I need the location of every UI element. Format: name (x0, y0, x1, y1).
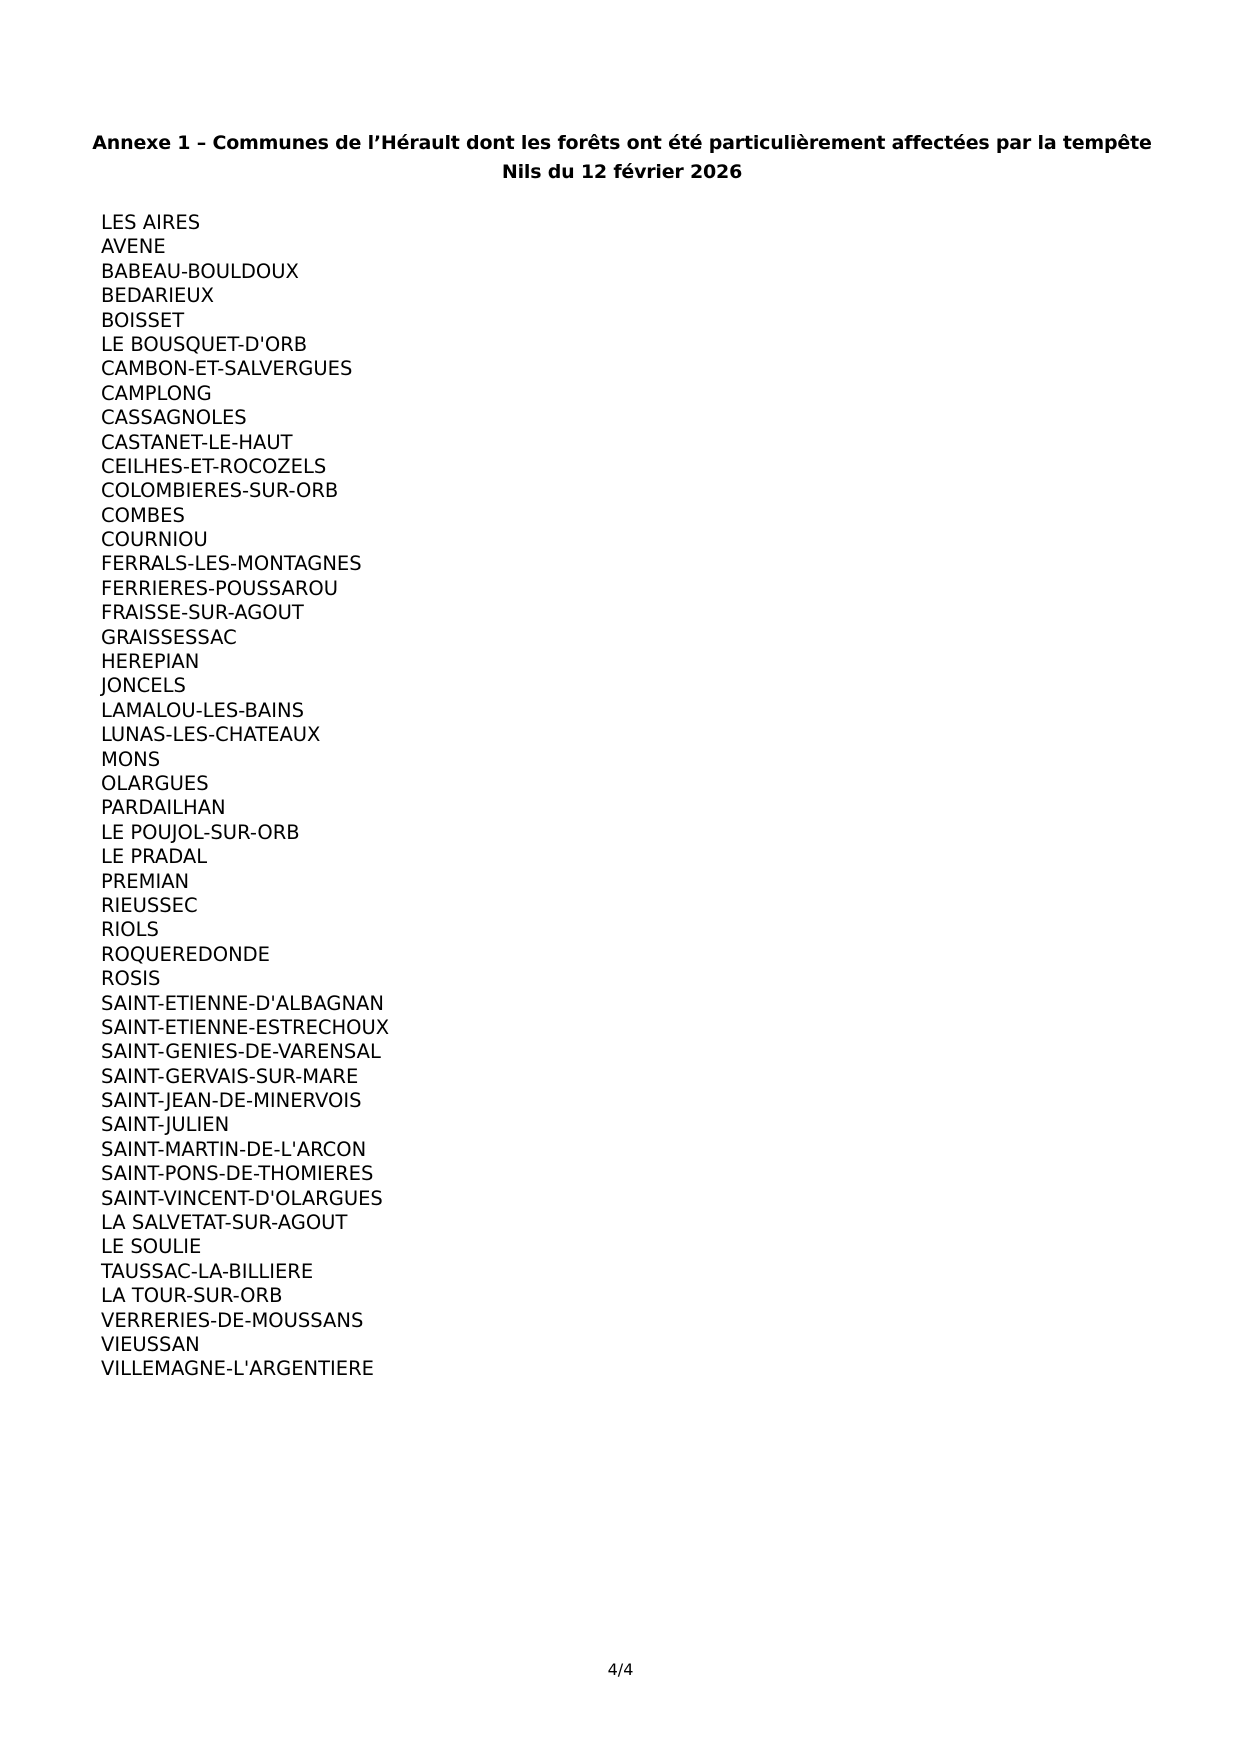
annex-title-line-1: Annexe 1 – Communes de l’Hérault dont les forêts ont été particulièrement affectées par la tempête (92, 132, 1152, 154)
commune-item: SAINT-JEAN-DE-MINERVOIS (101, 1089, 362, 1113)
commune-item: OLARGUES (101, 771, 209, 795)
annex-title-line-2: Nils du 12 février 2026 (501, 161, 743, 183)
commune-item: PREMIAN (101, 869, 190, 893)
commune-item: PARDAILHAN (101, 796, 226, 820)
commune-item: SAINT-ETIENNE-D'ALBAGNAN (101, 991, 384, 1015)
commune-item: BOISSET (101, 308, 185, 332)
commune-item: FERRIERES-POUSSAROU (101, 576, 338, 600)
commune-item: VERRERIES-DE-MOUSSANS (101, 1308, 364, 1332)
commune-item: BABEAU-BOULDOUX (101, 259, 299, 283)
commune-item: COLOMBIERES-SUR-ORB (101, 479, 339, 503)
commune-item: LA TOUR-SUR-ORB (101, 1284, 283, 1308)
commune-item: CEILHES-ET-ROCOZELS (101, 454, 327, 478)
commune-item: HEREPIAN (101, 650, 200, 674)
commune-item: LE POUJOL-SUR-ORB (101, 820, 300, 844)
page-number: 4/4 (607, 1660, 634, 1679)
commune-item: RIOLS (101, 918, 159, 942)
commune-item: CASSAGNOLES (101, 406, 247, 430)
commune-item: TAUSSAC-LA-BILLIERE (101, 1259, 314, 1283)
commune-item: COURNIOU (101, 528, 208, 552)
commune-item: JONCELS (101, 674, 186, 698)
commune-item: CAMBON-ET-SALVERGUES (101, 357, 353, 381)
commune-item: COMBES (101, 503, 185, 527)
commune-item: LAMALOU-LES-BAINS (101, 698, 304, 722)
commune-item: LE BOUSQUET-D'ORB (101, 332, 308, 356)
commune-item: VILLEMAGNE-L'ARGENTIERE (101, 1357, 374, 1381)
commune-item: ROSIS (101, 967, 161, 991)
commune-item: LE PRADAL (101, 845, 208, 869)
commune-item: LA SALVETAT-SUR-AGOUT (101, 1211, 348, 1235)
commune-item: FERRALS-LES-MONTAGNES (101, 552, 362, 576)
commune-item: VIEUSSAN (101, 1332, 200, 1356)
commune-item: BEDARIEUX (101, 284, 214, 308)
commune-item: RIEUSSEC (101, 893, 198, 917)
commune-item: SAINT-GENIES-DE-VARENSAL (101, 1040, 381, 1064)
commune-item: SAINT-JULIEN (101, 1113, 230, 1137)
commune-item: FRAISSE-SUR-AGOUT (101, 601, 304, 625)
commune-item: SAINT-MARTIN-DE-L'ARCON (101, 1137, 367, 1161)
commune-item: GRAISSESSAC (101, 625, 237, 649)
commune-item: SAINT-ETIENNE-ESTRECHOUX (101, 1015, 390, 1039)
commune-list (101, 211, 389, 1382)
commune-item: ROQUEREDONDE (101, 942, 270, 966)
commune-item: CAMPLONG (101, 381, 212, 405)
commune-item: SAINT-VINCENT-D'OLARGUES (101, 1186, 383, 1210)
commune-item: AVENE (101, 235, 166, 259)
annex-title (90, 129, 1154, 187)
commune-item: SAINT-PONS-DE-THOMIERES (101, 1162, 374, 1186)
commune-item: LE SOULIE (101, 1235, 202, 1259)
commune-item: CASTANET-LE-HAUT (101, 430, 293, 454)
commune-item: MONS (101, 747, 161, 771)
commune-item: SAINT-GERVAIS-SUR-MARE (101, 1064, 359, 1088)
commune-item: LES AIRES (101, 211, 201, 234)
commune-item: LUNAS-LES-CHATEAUX (101, 723, 321, 747)
